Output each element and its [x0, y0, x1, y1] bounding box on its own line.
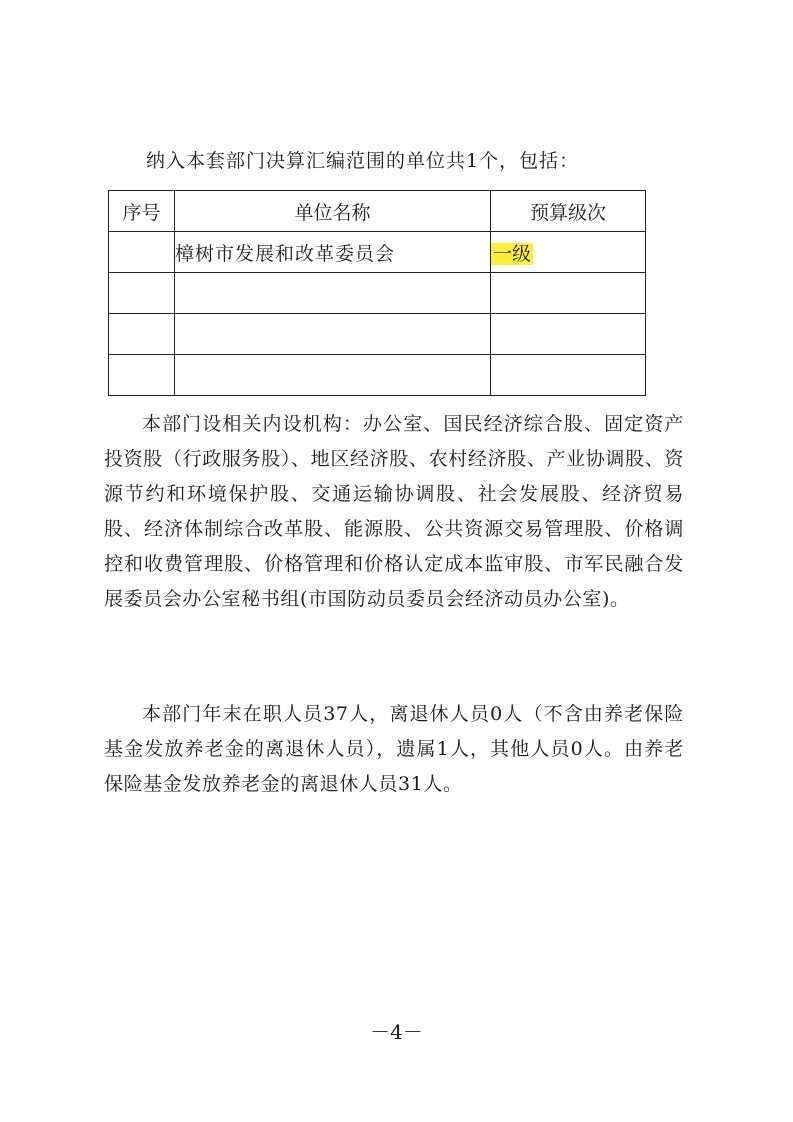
table-row [109, 355, 646, 396]
highlighted-level: 一级 [493, 242, 532, 265]
cell-budget-level [491, 232, 646, 273]
cell-unit-name [175, 314, 491, 355]
intro-text: 纳入本套部门决算汇编范围的单位共1个，包括： [146, 150, 580, 172]
header-seq: 序号 [109, 191, 175, 232]
cell-budget-level [491, 314, 646, 355]
table-row [109, 232, 646, 273]
staff-paragraph: 本部门年末在职人员37人，离退休人员0人（不含由养老保险基金发放养老金的离退休人员），遗属1人，其他人员0人。由养老保险基金发放养老金的离退休人员31人。 [104, 703, 684, 795]
cell-unit-name [175, 355, 491, 396]
cell-budget-level [491, 273, 646, 314]
cell-unit-name [175, 273, 491, 314]
header-budget-level: 预算级次 [491, 191, 646, 232]
cell-seq [109, 314, 175, 355]
cell-unit-name: 樟树市发展和改革委员会 [175, 232, 491, 273]
page-number: －4－ [370, 1020, 423, 1044]
table-row [109, 273, 646, 314]
cell-seq [109, 232, 175, 273]
table-header-row [109, 191, 646, 232]
cell-seq [109, 273, 175, 314]
table-row [109, 314, 646, 355]
institutions-paragraph: 本部门设相关内设机构：办公室、国民经济综合股、固定资产投资股（行政服务股）、地区经济股、农村经济股、产业协调股、资源节约和环境保护股、交通运输协调股、社会发展股、经济贸易股、经济体制综合改革股、能源股、公共资源交易管理股、价格调控和收费管理股、价格管理和价格认定成本监审股、市军民融合发展委员会办公室秘书组(市国防动员委员会经济动员办公室)。 [104, 413, 684, 610]
cell-seq [109, 355, 175, 396]
units-table [108, 190, 646, 396]
header-unit-name: 单位名称 [175, 191, 491, 232]
cell-budget-level [491, 355, 646, 396]
